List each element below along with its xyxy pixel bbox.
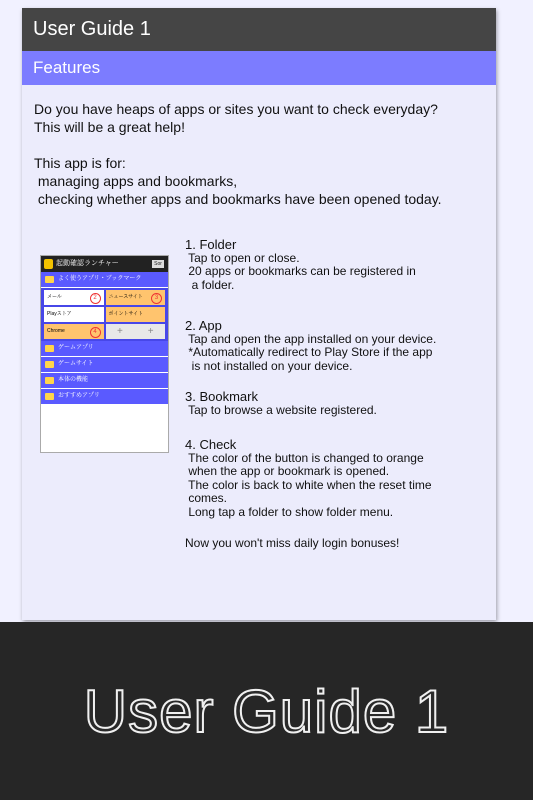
- guide-line: Long tap a folder to show folder menu.: [185, 504, 394, 519]
- app-button: ポイントサイト: [106, 307, 166, 322]
- banner-title: User Guide 1: [83, 677, 450, 745]
- app-button: Playストア: [44, 307, 104, 322]
- folder-icon: [45, 345, 54, 352]
- guide-line: Tap to browse a website registered.: [185, 402, 377, 417]
- callout-number: 4: [90, 327, 101, 338]
- app-button: メール 2: [44, 290, 104, 305]
- app-logo-icon: [44, 259, 53, 269]
- callout-number: 2: [90, 293, 101, 304]
- folder-open-icon: [45, 276, 54, 283]
- intro-line: managing apps and bookmarks,: [34, 173, 238, 189]
- folder-icon: [45, 361, 54, 368]
- folder-icon: [45, 393, 54, 400]
- guide-line: Tap and open the app installed on your device.: [185, 331, 437, 346]
- closing-line: Now you won't miss daily login bonuses!: [185, 536, 400, 550]
- app-title: 起動確認ランチャー: [56, 260, 119, 267]
- folder-row: ゲームアプリ: [41, 341, 168, 357]
- guide-heading: 4. Check: [185, 437, 237, 452]
- guide-text: [185, 238, 485, 551]
- app-button-grid: [41, 288, 168, 341]
- guide-line: The color of the button is changed to orange: [185, 450, 424, 465]
- folder-row: ゲームサイト: [41, 357, 168, 373]
- menu-badge: Sor: [152, 260, 164, 268]
- app-button: ニュースサイト 3: [106, 290, 166, 305]
- guide-line: a folder.: [185, 277, 235, 292]
- card-title: User Guide 1: [22, 8, 496, 51]
- plus-icon: +: [116, 326, 123, 337]
- intro-line: Do you have heaps of apps or sites you want to check everyday?: [34, 101, 438, 117]
- guide-heading: 1. Folder: [185, 237, 237, 252]
- guide-line: comes.: [185, 491, 228, 505]
- bottom-banner: [0, 622, 533, 800]
- guide-line: 20 apps or bookmarks can be registered in: [185, 264, 416, 278]
- guide-line: The color is back to white when the reset time: [185, 477, 432, 492]
- guide-card: [22, 8, 496, 620]
- guide-line: Tap to open or close.: [185, 250, 300, 265]
- folder-row: おすすめアプリ: [41, 389, 168, 405]
- intro-line: This will be a great help!: [34, 119, 185, 135]
- section-title: Features: [22, 51, 496, 85]
- add-slots: [106, 324, 166, 339]
- app-screenshot: [40, 255, 169, 453]
- folder-label: よく使うアプリ・ブックマーク: [58, 276, 142, 282]
- intro-text: [34, 100, 489, 208]
- plus-icon: +: [147, 326, 154, 337]
- intro-line: This app is for:: [34, 155, 126, 171]
- guide-line: when the app or bookmark is opened.: [185, 464, 390, 478]
- guide-heading: 2. App: [185, 318, 222, 333]
- folder-row: 本体の機能: [41, 373, 168, 389]
- intro-line: checking whether apps and bookmarks have been opened today.: [34, 191, 442, 207]
- callout-number: 3: [151, 293, 162, 304]
- folder-icon: [45, 377, 54, 384]
- app-button: Chrome 4: [44, 324, 104, 339]
- guide-line: *Automatically redirect to Play Store if the app: [185, 345, 433, 359]
- guide-line: is not installed on your device.: [185, 358, 353, 373]
- app-titlebar: [41, 256, 168, 272]
- folder-row: [41, 272, 168, 288]
- guide-heading: 3. Bookmark: [185, 389, 258, 404]
